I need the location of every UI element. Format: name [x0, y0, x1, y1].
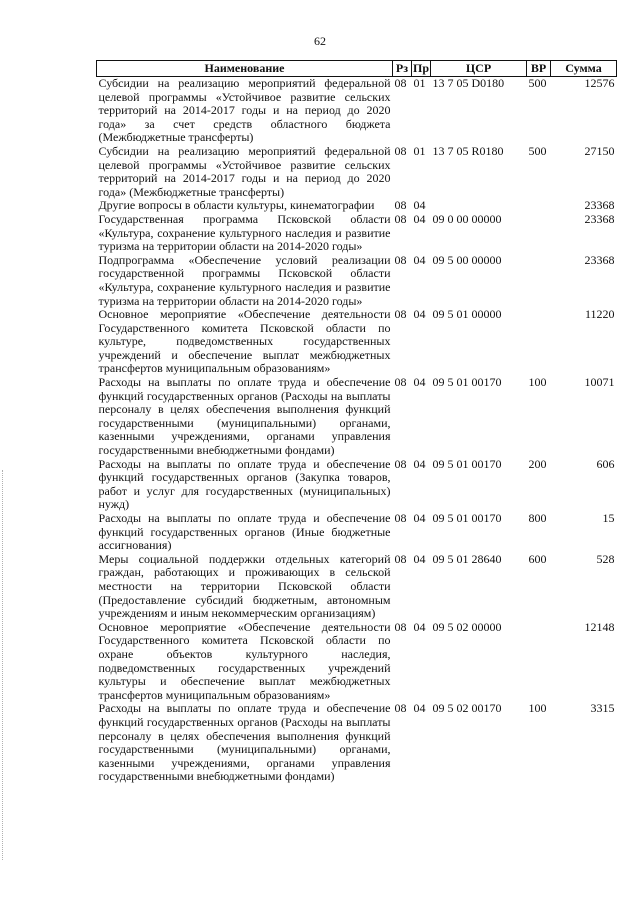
row-vr: 500: [527, 77, 551, 145]
row-sum: 23368: [584, 211, 615, 226]
row-vr: [527, 621, 551, 703]
row-csr: 09 5 01 00170: [432, 456, 502, 471]
row-vr: 600: [528, 551, 547, 566]
header-pr: Пр: [413, 60, 430, 75]
table-row: [97, 199, 617, 213]
row-name: Расходы на выплаты по оплате труда и обеспечение функций государственных органов (Расходы на выплаты персоналу в целях обеспечения выполнения функций государственными (муниципальными) органами, казенными учреждениями, органами управления государственными внебюджетными фондами): [98, 701, 391, 784]
row-rz: 08: [394, 619, 407, 634]
row-pr: 01: [413, 143, 426, 158]
page-number: 62: [314, 34, 326, 48]
row-pr: 04: [413, 252, 426, 267]
row-sum: 23368: [584, 198, 615, 213]
row-csr: 09 5 01 00000: [432, 307, 502, 322]
table-row: [97, 621, 617, 703]
row-pr: 04: [413, 511, 426, 525]
row-vr: 500: [528, 143, 547, 158]
row-pr: 01: [412, 77, 431, 145]
table-row: [97, 77, 617, 145]
row-name: Подпрограмма «Обеспечение условий реализации государственной программы Псковской области «Культура, сохранение культурного наследия и развитие туризма на территории области на 2014-2020 годы»: [98, 252, 391, 308]
row-sum: 12148: [584, 619, 615, 634]
row-vr: 200: [528, 456, 547, 471]
row-csr: 09 5 00 00000: [432, 252, 502, 267]
row-rz: 08: [394, 456, 407, 471]
row-rz: 08: [394, 252, 407, 267]
header-rz: Рз: [393, 61, 412, 77]
row-rz: 08: [394, 307, 407, 322]
row-csr: 13 7 05 D0180: [431, 77, 527, 145]
row-name: Государственная программа Псковской области «Культура, сохранение культурного наследия и развитие туризма на территории области на 2014-2020 годы»: [98, 211, 391, 254]
row-name: Расходы на выплаты по оплате труда и обеспечение функций государственных органов (Расходы на выплаты персоналу в целях обеспечения выполнения функций государственными (муниципальными) органами, казенными учреждениями, органами управления государственными внебюджетными фондами): [98, 375, 391, 458]
row-vr: [527, 199, 551, 213]
row-rz: 08: [394, 375, 407, 390]
row-csr: 09 5 01 28640: [432, 551, 502, 566]
header-vr: ВР: [527, 61, 551, 77]
row-sum: 15: [602, 511, 615, 525]
row-vr: [527, 308, 551, 376]
row-pr: 04: [413, 551, 426, 566]
table-row: [97, 702, 617, 784]
row-rz: 08: [394, 511, 407, 525]
row-sum: 11220: [584, 307, 615, 322]
budget-table: [96, 60, 617, 784]
table-row: [97, 254, 617, 308]
table-row: [97, 553, 617, 621]
row-vr: 100: [528, 375, 547, 390]
row-sum: 27150: [584, 143, 615, 158]
row-pr: 04: [413, 619, 426, 634]
header-name: Наименование: [97, 61, 393, 77]
left-margin-mark: [2, 470, 4, 860]
row-pr: 04: [413, 198, 426, 213]
table-row: [97, 213, 617, 254]
row-pr: 04: [413, 211, 426, 226]
row-sum: 3315: [590, 701, 615, 716]
row-csr: 09 0 00 00000: [432, 211, 502, 226]
row-csr: 09 5 02 00170: [432, 701, 502, 716]
row-sum: 23368: [584, 252, 615, 267]
header-csr: ЦСР: [431, 61, 527, 77]
row-rz: 08: [394, 198, 407, 213]
row-vr: [527, 213, 551, 254]
row-rz: 08: [394, 551, 407, 566]
row-csr: 09 5 01 00170: [432, 375, 502, 390]
row-rz: 08: [393, 77, 412, 145]
row-sum: 606: [596, 456, 615, 471]
row-name: Меры социальной поддержки отдельных категорий граждан, работающих и проживающих в сельской местности на территории Псковской области (Предоставление субсидий бюджетным, автономным учреждениям и иным некоммерческим организациям): [98, 551, 391, 621]
row-name: Расходы на выплаты по оплате труда и обеспечение функций государственных органов (Закупка товаров, работ и услуг для государственных (муниципальных) нужд): [98, 456, 391, 512]
row-pr: 04: [413, 701, 426, 716]
row-rz: 08: [394, 701, 407, 716]
row-name: Основное мероприятие «Обеспечение деятельности Государственного комитета Псковской области по культуре, подведомственных государственных учреждений и обеспечение выплат межбюджетных трансфертов муниципальным образованиям»: [98, 307, 391, 376]
row-name: Субсидии на реализацию мероприятий федеральной целевой программы «Устойчивое развитие сельских территорий на 2014-2017 годы и на период до 2020 года» за счет средств областного бюджета (Межбюджетные трансферты): [98, 76, 391, 145]
row-name: Субсидии на реализацию мероприятий федеральной целевой программы «Устойчивое развитие сельских территорий на 2014-2017 годы и на период до 2020 года» (Межбюджетные трансферты): [98, 143, 391, 199]
table-row: [97, 308, 617, 376]
row-csr: 13 7 05 R0180: [432, 143, 504, 158]
row-rz: 08: [394, 143, 407, 158]
table-row: [97, 145, 617, 199]
row-sum: 10071: [584, 375, 615, 390]
row-csr: 09 5 01 00170: [432, 511, 502, 525]
table-header-row: [97, 61, 617, 77]
row-csr: 09 5 02 00000: [432, 619, 502, 634]
row-name: Расходы на выплаты по оплате труда и обеспечение функций государственных органов (Иные бюджетные ассигнования): [98, 511, 391, 553]
row-sum: 12576: [551, 77, 617, 145]
row-pr: 04: [413, 375, 426, 390]
row-csr: [431, 199, 527, 213]
row-vr: 800: [528, 511, 547, 525]
row-name: Основное мероприятие «Обеспечение деятельности Государственного комитета Псковской области по охране объектов культурного наследия, подведомственных государственных учреждений культуры и обеспечение выплат межбюджетных трансфертов муниципальным образованиям»: [98, 619, 391, 702]
row-pr: 04: [413, 456, 426, 471]
row-name: Другие вопросы в области культуры, кинематографии: [98, 198, 375, 213]
header-sum: Сумма: [551, 61, 617, 77]
row-sum: 528: [596, 551, 615, 566]
row-vr: 100: [528, 701, 547, 716]
table-row: [97, 376, 617, 458]
row-rz: 08: [394, 211, 407, 226]
table-row: [97, 512, 617, 553]
row-pr: 04: [413, 307, 426, 322]
row-vr: [527, 254, 551, 308]
table-row: [97, 458, 617, 512]
